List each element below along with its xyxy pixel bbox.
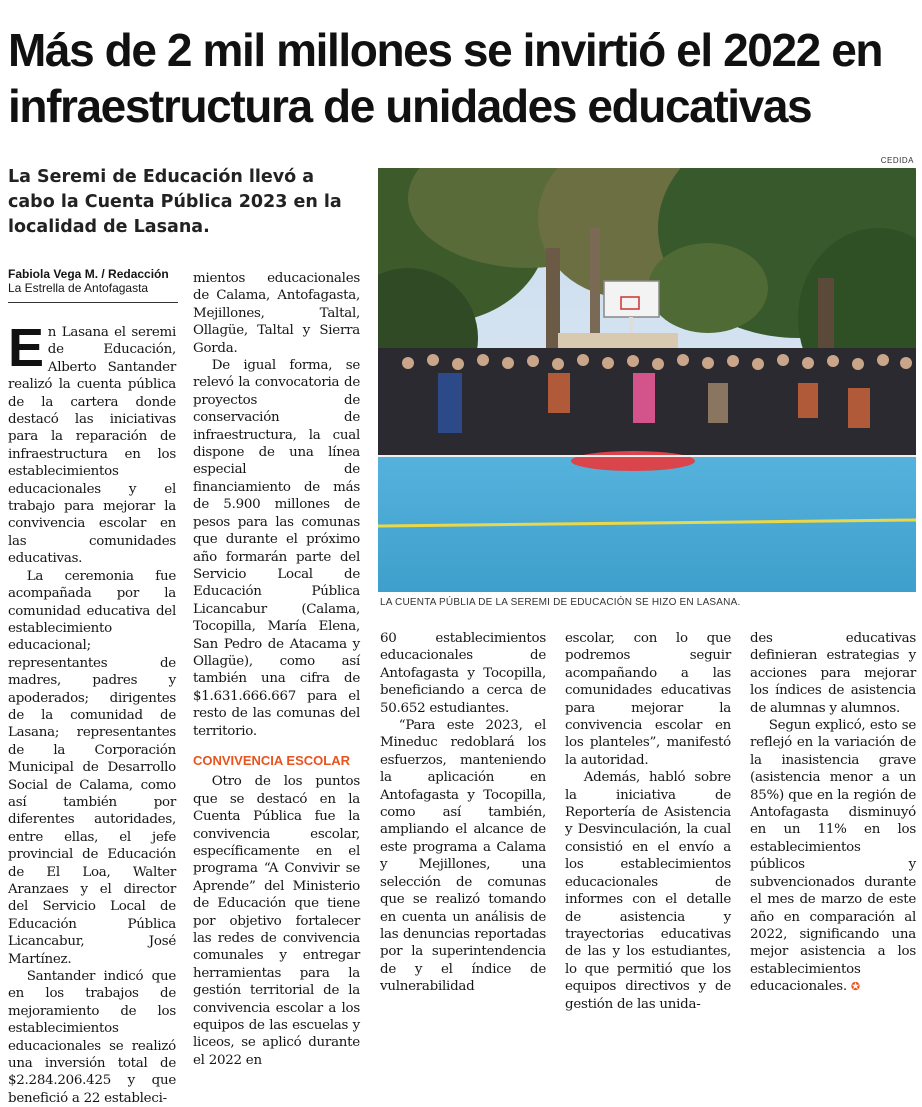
article-paragraph: escolar, con lo que podremos seguir acompañando a las comunidades educativas para mejorar la convivencia escolar en los planteles”, manifestó la autoridad. [565,631,731,768]
photo-credit: CEDIDA [880,156,914,165]
article-paragraph: “Para este 2023, el Mineduc redoblará los esfuerzos, manteniendo la aplicación en Antofagasta y Tocopilla, como así también, ampliando el alcance de este programa a Calama y Mejillones, una selección de comunas que se realizó tomando en cuenta un análisis de las denuncias reportadas por la superintendencia de y el índice de vulnerabilidad [380,718,546,995]
section-heading: CONVIVENCIA ESCOLAR [193,752,350,768]
article-column-4 [565,630,731,1013]
drop-cap: E [8,318,44,378]
author-name: Fabiola Vega M. / Redacción [8,267,169,281]
article-paragraph: mientos educacionales de Calama, Antofagasta, Mejillones, Taltal, Ollagüe, Taltal y Sierra Gorda. [193,271,360,356]
photo-caption: LA CUENTA PÚBLIA DE LA SEREMI DE EDUCACIÓN SE HIZO EN LASANA. [380,597,741,608]
subhead: La Seremi de Educación llevó a cabo la Cuenta Pública 2023 en la localidad de Lasana. [8,167,342,237]
author-outlet: La Estrella de Antofagasta [8,280,149,295]
headline: Más de 2 mil millones se invirtió el 2022 en infraestructura de unidades educativas [8,24,883,132]
article-paragraph: Santander indicó que en los trabajos de mejoramiento de los establecimientos educacionales se realizó una inversión total de $2.284.206.425 y que benefició a 22 estableci- [8,969,176,1106]
article-column-5 [750,630,916,996]
byline [8,268,178,295]
article-column-3 [380,630,546,996]
article-paragraph: De igual forma, se relevó la convocatoria de proyectos de conservación de infraestructura, la cual dispone de una línea especial de financiamiento de más de 5.900 millones de pesos para las comunas que durante el próximo año formarán parte del Servicio Local de Educación Pública Licancabur (Calama, Tocopilla, María Elena, San Pedro de Atacama y Ollagüe), como así también una cifra de $1.631.666.667 para el resto de las comunas del territorio. [193,358,360,739]
article-column-2 [193,270,360,1069]
group-photo-illustration [378,168,916,592]
article-paragraph: Además, habló sobre la iniciativa de Reportería de Asistencia y Desvinculación, la cual consistió en el envío a los establecimientos educacionales de informes con el detalle de asistencia y trayectorias educativas de las y los estudiantes, lo que permitió que los equipos directivos y de gestión de las unida- [565,770,731,1012]
article-paragraph: En Lasana el seremi de Educación, Alberto Santander realizó la cuenta pública de la cartera donde destacó las iniciativas para la reparación de infraestructura en los establecimientos educacionales y el trabajo para mejorar la convivencia escolar en las comunidades educativas. [8,318,176,567]
article-column-1 [8,318,176,1107]
article-paragraph: Segun explicó, esto se reflejó en la variación de la inasistencia grave (asistencia menor a un 85%) que en la región de Antofagasta disminuyó en un 11% en los establecimientos públicos y subvencionados durante el mes de marzo de este año en comparación al 2022, significando una mejor asistencia a los establecimientos educacionales. ✪ [750,718,916,995]
article-paragraph: La ceremonia fue acompañada por la comunidad educativa del establecimiento educacional; representantes de madres, padres y apoderados; dirigentes de la comunidad de Lasana; representantes de la Corporación Municipal de Desarrollo Social de Calama, como así también por diferentes autoridades, entre ellas, el jefe provincial de Educación de El Loa, Walter Aranzaes y el director del Servicio Local de Educación Pública Licancabur, José Martínez. [8,568,176,967]
article-photo [378,168,916,592]
article-end-icon: ✪ [850,980,860,994]
article-paragraph: Otro de los puntos que se destacó en la Cuenta Pública fue la convivencia escolar, específicamente en el programa “A Convivir se Aprende” del Ministerio de Educación que tiene por objetivo fortalecer las redes de convivencia comunales y entregar herramientas para la gestión territorial de la convivencia escolar a los equipos de las escuelas y liceos, se aplicó durante el 2022 en [193,774,360,1068]
article-paragraph: 60 establecimientos educacionales de Antofagasta y Tocopilla, beneficiando a cerca de 50.652 estudiantes. [380,631,546,716]
byline-divider [8,302,178,303]
article-paragraph: des educativas definieran estrategias y acciones para mejorar los índices de asistencia de alumnas y alumnos. [750,631,916,716]
